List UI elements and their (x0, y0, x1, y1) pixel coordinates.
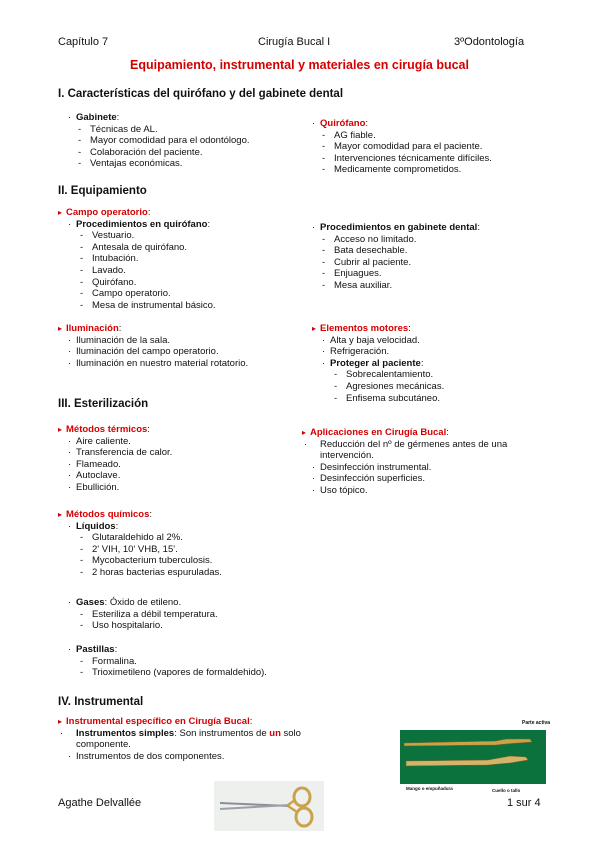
document-title: Equipamiento, instrumental y materiales en cirugía bucal (130, 58, 469, 72)
triangle-bullet-icon: ▸ (302, 428, 307, 437)
iluminacion-label: Iluminación (66, 323, 119, 334)
list-item: Flameado. (76, 458, 121, 470)
list-item: Lavado. (92, 264, 126, 276)
list-item: Iluminación del campo operatorio. (76, 346, 219, 358)
list-item: Medicamente comprometidos. (334, 164, 462, 176)
list-item: Transferencia de calor. (76, 447, 173, 459)
footer-page-number: 1 sur 4 (507, 797, 541, 809)
list-item: Colaboración del paciente. (90, 146, 203, 158)
list-item: Bata desechable. (334, 245, 408, 257)
list-item: Iluminación en nuestro material rotatorio. (76, 357, 249, 369)
proc-quirofano-label: Procedimientos en quirófano (76, 218, 208, 230)
list-item: Agresiones mecánicas. (346, 380, 445, 392)
list-item: Desinfección superficies. (320, 473, 426, 485)
list-item: Formalina. (92, 655, 137, 667)
section-1-heading: I. Características del quirófano y del gabinete dental (58, 88, 344, 100)
list-item: Ebullición. (76, 481, 120, 493)
campo-operatorio-block: ▸ Campo operatorio: · Procedimientos en quirófano: - Vestuario. - Antesala de quirófano. - Intubación. - Lavado. - Quirófano. - Campo operatorio. - Mesa de instrumental básico. (58, 207, 216, 311)
simples-un: un (269, 727, 281, 739)
gases-block: · Gases: Óxido de etileno. - Esteriliza a débil temperatura. - Uso hospitalario. (68, 597, 218, 632)
instrument-photo (400, 730, 546, 784)
instrumental-block: ▸ Instrumental específico en Cirugía Bucal: · Instrumentos simples: Son instrumentos de un solo componente. · Instrumentos de dos componentes. (58, 716, 301, 762)
scissors-photo (214, 781, 324, 831)
list-item: Técnicas de AL. (90, 123, 158, 135)
list-item: Desinfección instrumental. (320, 461, 432, 473)
proc-gabinete-block: · Procedimientos en gabinete dental: - Acceso no limitado. - Bata desechable. - Cubrir al paciente. - Enjuagues. - Mesa auxiliar. (312, 222, 480, 291)
list-item: Uso tópico. (320, 484, 368, 496)
list-item: Uso hospitalario. (92, 620, 163, 632)
iluminacion-block: ▸ Iluminación: · Iluminación de la sala. · Iluminación del campo operatorio. · Iluminación en nuestro material rotatorio. (58, 323, 249, 369)
campo-operatorio-label: Campo operatorio (66, 207, 148, 218)
course-label: Cirugía Bucal I (258, 36, 331, 48)
list-item: Instrumentos de dos componentes. (76, 750, 225, 762)
list-item: Aire caliente. (76, 435, 131, 447)
cuello-label: Cuello o tallo (492, 788, 521, 793)
list-item: Campo operatorio. (92, 288, 171, 300)
list-item: Iluminación de la sala. (76, 334, 170, 346)
triangle-bullet-icon: ▸ (312, 324, 317, 333)
list-item: Intervenciones técnicamente difíciles. (334, 152, 492, 164)
quimicos-block: ▸ Métodos químicos: · Líquidos: - Glutaraldehido al 2%. - 2' VIH, 10' VHB, 15'. - Mycobacterium tuberculosis. - 2 horas bacterias espuruladas. (58, 509, 222, 578)
list-item: Trioximetileno (vapores de formaldehido). (92, 667, 267, 679)
especifico-label: Instrumental específico en Cirugía Bucal (66, 716, 250, 727)
motores-block: ▸ Elementos motores: · Alta y baja velocidad. · Refrigeración. · Proteger al paciente: - Sobrecalentamiento. - Agresiones mecánicas. - Enfisema subcutáneo. (312, 323, 445, 404)
aplicaciones-block: ▸ Aplicaciones en Cirugía Bucal: · Reducción del nº de gérmenes antes de una intervención. · Desinfección instrumental. · Desinfección superficies. · Uso tópico. (302, 427, 508, 496)
aplicaciones-label: Aplicaciones en Cirugía Bucal (310, 427, 447, 438)
pastillas-label: Pastillas (76, 644, 115, 655)
simples-label: Instrumentos simples (76, 727, 175, 739)
list-item: Mayor comodidad para el odontólogo. (90, 135, 250, 147)
simples-pre: Son instrumentos de (179, 727, 270, 739)
instrument-figure (400, 720, 551, 796)
mango-label: Mango o empuñadura (406, 786, 453, 791)
list-item: Mesa auxiliar. (334, 279, 393, 291)
gases-text: Óxido de etileno. (109, 597, 182, 608)
list-item: Refrigeración. (330, 346, 390, 358)
list-item: Esteriliza a débil temperatura. (92, 608, 218, 620)
list-item: Mesa de instrumental básico. (92, 299, 216, 311)
termicos-block: ▸ Métodos térmicos: · Aire caliente. · Transferencia de calor. · Flameado. · Autoclave. · Ebullición. (58, 424, 173, 493)
triangle-bullet-icon: ▸ (58, 510, 63, 519)
list-item: Mycobacterium tuberculosis. (92, 555, 213, 567)
list-item: 2' VIH, 10' VHB, 15'. (92, 543, 178, 555)
list-item: 2 horas bacterias espuruladas. (92, 566, 222, 578)
list-item: Sobrecalentamiento. (346, 369, 434, 381)
chapter-label: Capítulo 7 (58, 36, 109, 48)
list-item: Ventajas económicas. (90, 158, 183, 170)
parte-activa-label: Parte activa (522, 720, 551, 726)
liquidos-label: Líquidos (76, 520, 116, 532)
list-item: Vestuario. (92, 230, 135, 242)
proc-gabinete-label: Procedimientos en gabinete dental (320, 222, 478, 233)
list-item: Alta y baja velocidad. (330, 334, 420, 346)
list-item: Enfisema subcutáneo. (346, 392, 441, 404)
section-4-heading: IV. Instrumental (58, 696, 144, 708)
gabinete-label: Gabinete (76, 112, 117, 123)
year-label: 3ºOdontología (454, 36, 525, 48)
list-item: Enjuagues. (334, 268, 382, 280)
list-item: Mayor comodidad para el paciente. (334, 141, 483, 153)
triangle-bullet-icon: ▸ (58, 425, 63, 434)
list-item: Acceso no limitado. (334, 233, 417, 245)
proteger-label: Proteger al paciente (330, 357, 421, 369)
termicos-label: Métodos térmicos (66, 424, 148, 435)
triangle-bullet-icon: ▸ (58, 324, 63, 333)
motores-label: Elementos motores (320, 323, 409, 334)
simples-post: solo componente. (76, 727, 301, 751)
pastillas-block: · Pastillas: - Formalina. - Trioximetileno (vapores de formaldehido). (68, 644, 267, 679)
list-item: Antesala de quirófano. (92, 241, 188, 253)
list-item: Reducción del nº de gérmenes antes de una intervención. (320, 438, 508, 462)
footer-author: Agathe Delvallée (58, 797, 142, 809)
quirofano-block: · Quirófano: - AG fiable. - Mayor comodidad para el paciente. - Intervenciones técnicamente difíciles. - Medicamente comprometidos. (312, 118, 492, 176)
list-item: Intubación. (92, 253, 139, 265)
gabinete-block: · Gabinete: - Técnicas de AL. - Mayor comodidad para el odontólogo. - Colaboración del paciente. - Ventajas económicas. (68, 112, 250, 170)
list-item: Cubrir al paciente. (334, 256, 412, 268)
list-item: AG fiable. (334, 129, 376, 141)
list-item: Autoclave. (76, 470, 121, 482)
list-item: Glutaraldehido al 2%. (92, 532, 183, 544)
triangle-bullet-icon: ▸ (58, 208, 63, 217)
section-2-heading: II. Equipamiento (58, 185, 147, 197)
gases-label: Gases (76, 597, 105, 608)
list-item: Quirófano. (92, 276, 137, 288)
quirofano-label: Quirófano (320, 118, 366, 129)
section-3-heading: III. Esterilización (58, 398, 149, 410)
triangle-bullet-icon: ▸ (58, 717, 63, 726)
quimicos-label: Métodos químicos (66, 509, 150, 520)
